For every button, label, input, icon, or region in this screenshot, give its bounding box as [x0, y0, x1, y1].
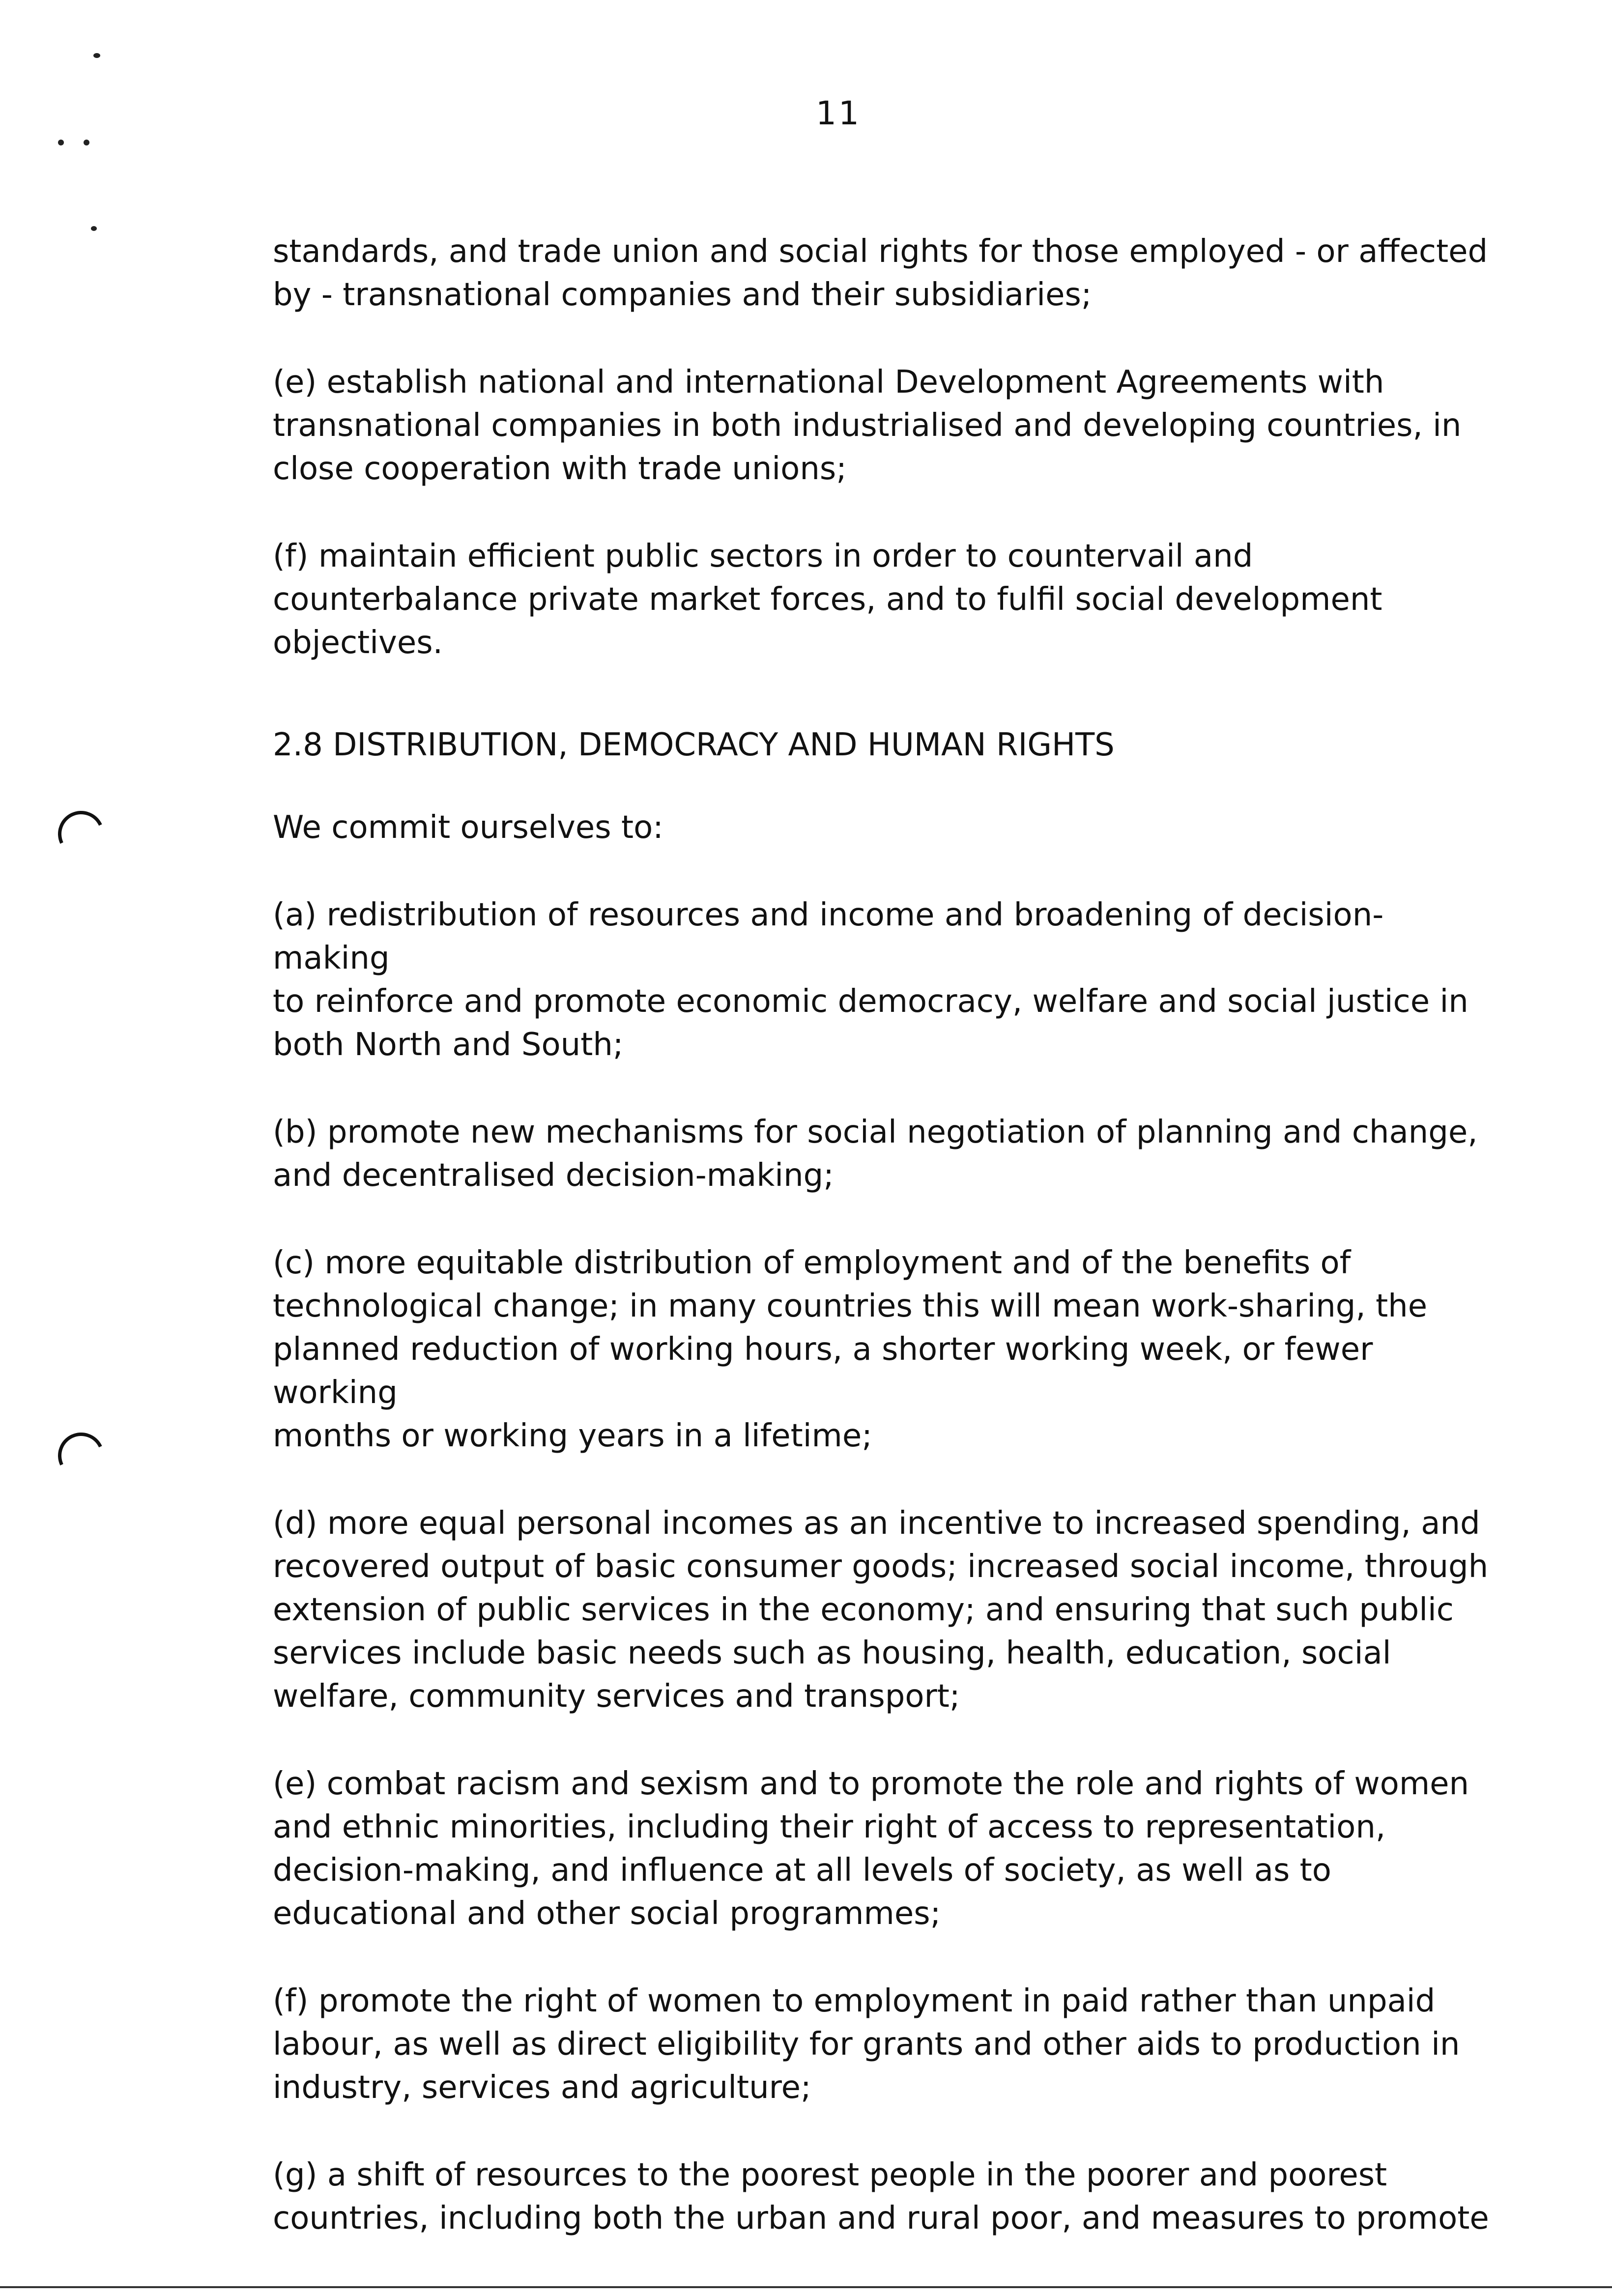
list-item-e: (e) combat racism and sexism and to promote the role and rights of women and ethnic minorities, including their right of access to representation, decision-making, and influence at all levels of society, as well as to educational and other social programmes;: [273, 1766, 1469, 1932]
scan-speck: [91, 226, 97, 231]
document-body: [273, 230, 1492, 2284]
list-item-c: (c) more equitable distribution of employment and of the benefits of technological change; in many countries this will mean work-sharing, the planned reduction of working hours, a shorter working week, or fewer working months or working years in a lifetime;: [273, 1245, 1428, 1454]
page-number: 11: [816, 94, 861, 132]
scan-speck: [93, 53, 100, 58]
binder-hole-mark: [52, 1426, 111, 1485]
section-heading: 2.8 DISTRIBUTION, DEMOCRACY AND HUMAN RIGHTS: [273, 727, 1115, 763]
list-item-d: (d) more equal personal incomes as an incentive to increased spending, and recovered output of basic consumer goods; increased social income, through extension of public services in the economy; and ensuring that such public services include basic needs such as housing, health, education, social welfare, community services and transport;: [273, 1505, 1489, 1715]
list-item-f: (f) promote the right of women to employment in paid rather than unpaid labour, as well as direct eligibility for grants and other aids to production in industry, services and agriculture;: [273, 1983, 1460, 2106]
list-item-a: (a) redistribution of resources and income and broadening of decision-making to reinforce and promote economic democracy, welfare and social justice in both North and South;: [273, 897, 1468, 1063]
paragraph-item-e: (e) establish national and international Development Agreements with transnational companies in both industrialised and developing countries, in close cooperation with trade unions;: [273, 364, 1462, 487]
list-item-g: (g) a shift of resources to the poorest people in the poorer and poorest countries, including both the urban and rural poor, and measures to promote: [273, 2157, 1489, 2237]
paragraph-continuation: standards, and trade union and social rights for those employed - or affected by - transnational companies and their subsidiaries;: [273, 233, 1488, 313]
paragraph-item-f: (f) maintain efficient public sectors in order to countervail and counterbalance private market forces, and to fulfil social development objectives.: [273, 538, 1382, 661]
section-intro: We commit ourselves to:: [273, 809, 663, 846]
scan-speck: [84, 140, 89, 145]
scan-speck: [58, 140, 64, 145]
list-item-b: (b) promote new mechanisms for social negotiation of planning and change, and decentralised decision-making;: [273, 1114, 1478, 1194]
bottom-edge-line: [0, 2286, 1612, 2288]
binder-hole-mark: [52, 804, 111, 863]
